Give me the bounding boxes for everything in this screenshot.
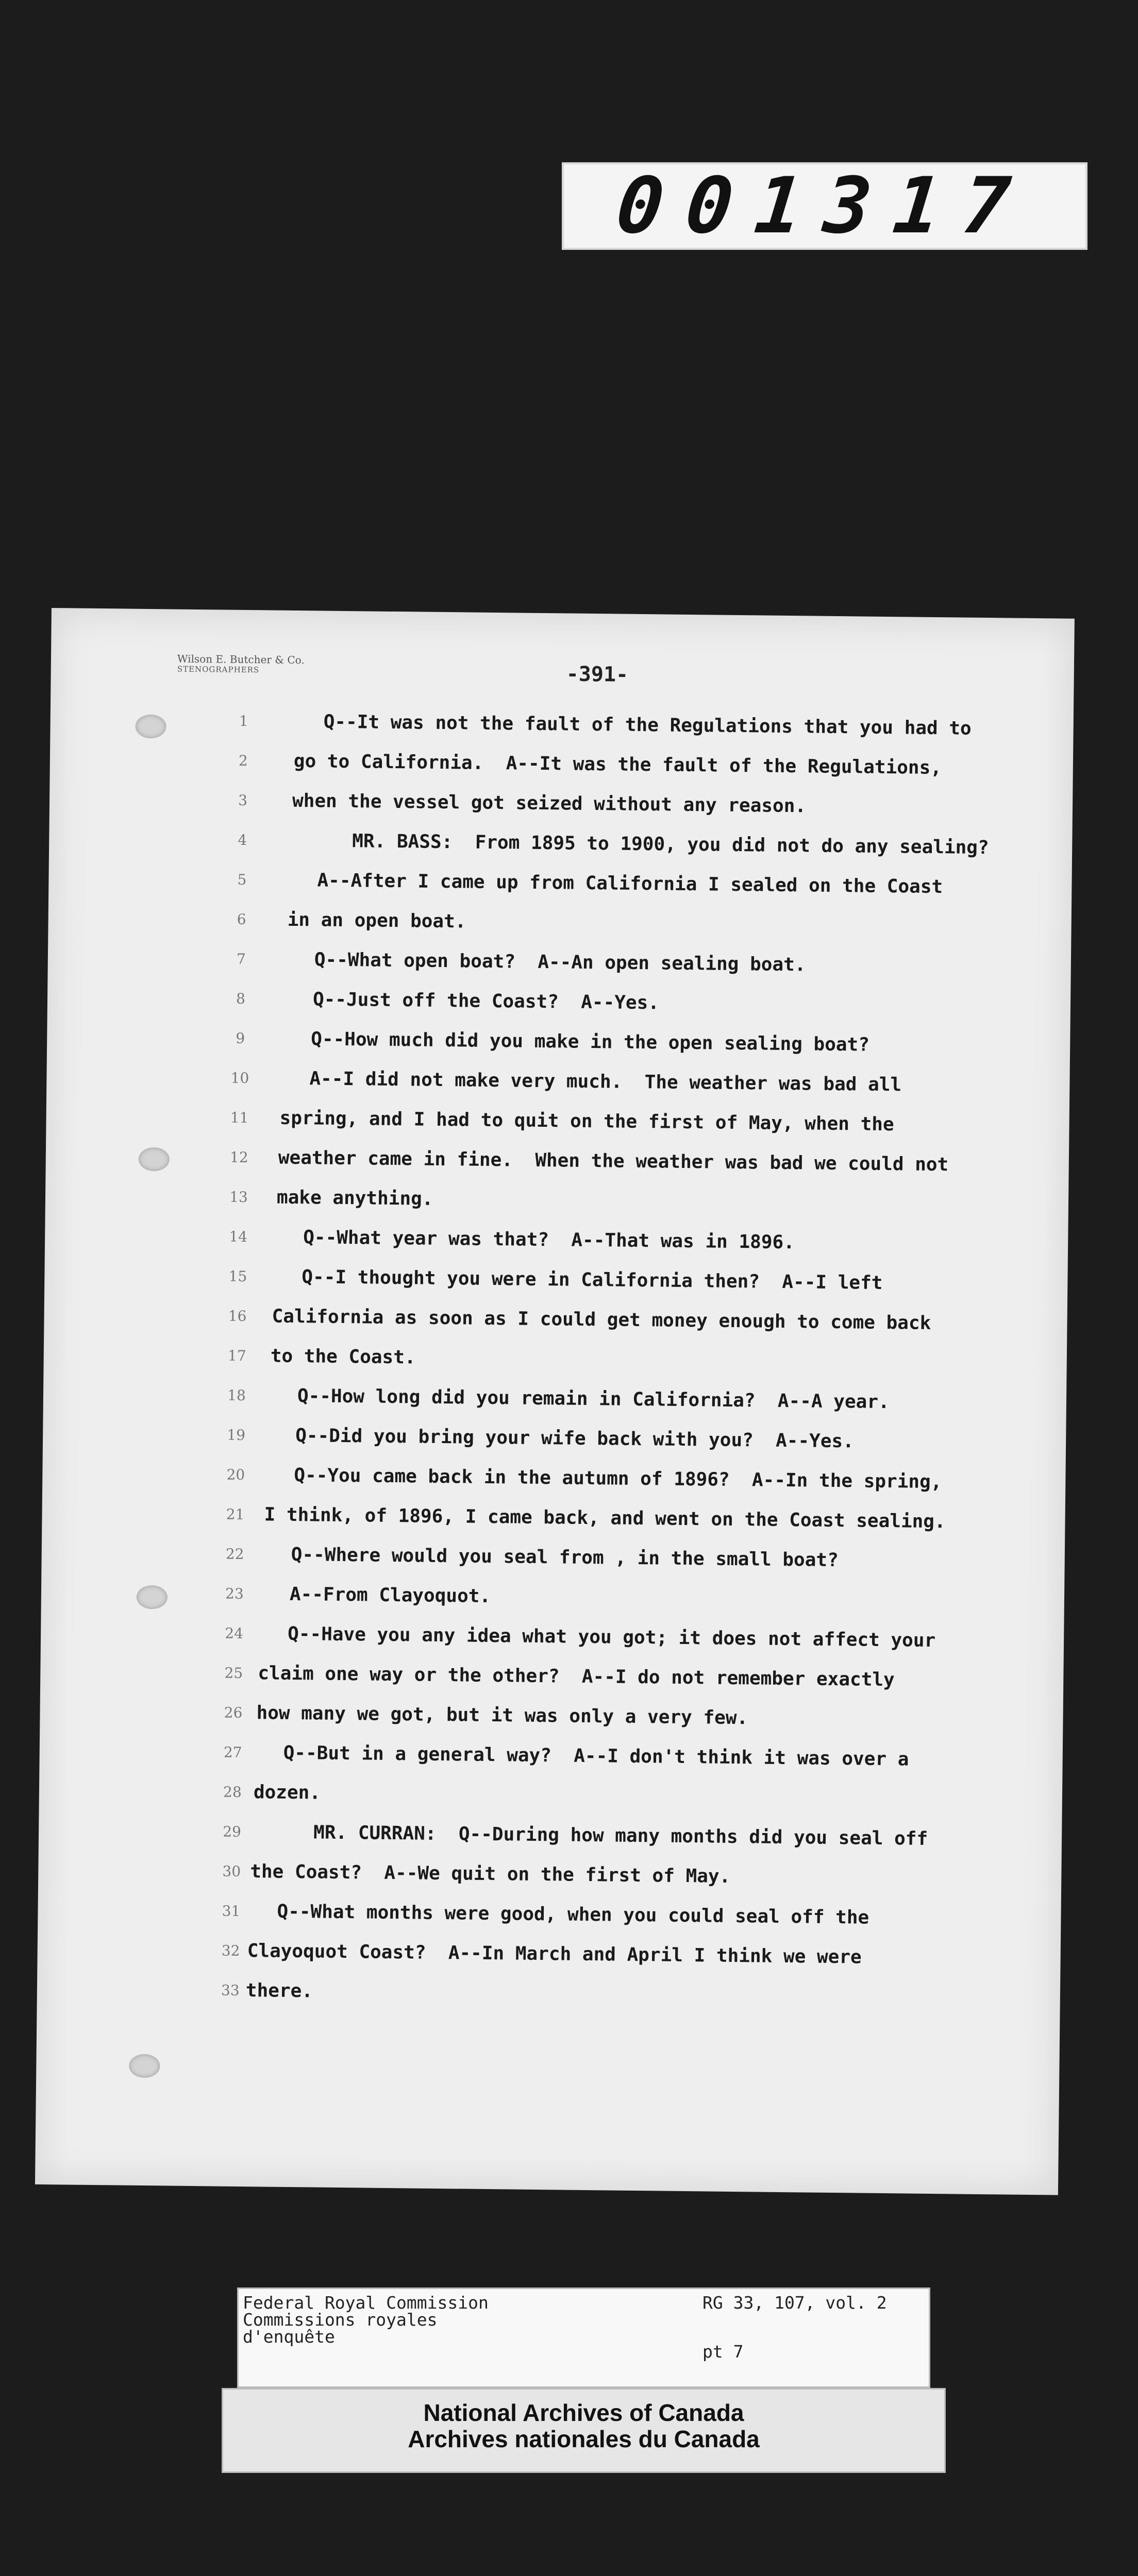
transcript-line [39,1772,1063,1819]
line-number: 2 [238,752,248,769]
line-text: Q--What open boat? A--An open sealing boat. [314,948,806,975]
line-number: 19 [227,1426,246,1444]
reference-number: RG 33, 107, vol. 2 [702,2293,887,2313]
line-number: 17 [227,1347,246,1364]
transcript-line [46,1058,1070,1105]
transcript-lines [35,608,1075,2195]
line-number: 29 [223,1823,242,1840]
transcript-line [39,1732,1063,1779]
transcript-line [47,1018,1070,1065]
transcript-line [42,1494,1065,1541]
line-text: how many we got, but it was only a very few. [256,1702,748,1728]
transcript-line [43,1375,1067,1422]
transcript-line [41,1534,1065,1581]
transcript-line [45,1216,1068,1263]
transcript-line [39,1811,1062,1858]
line-number: 6 [237,910,246,928]
line-number: 18 [227,1386,246,1404]
line-number: 13 [229,1188,248,1206]
line-text: dozen. [253,1781,321,1804]
line-text: Q--Just off the Coast? A--Yes. [312,988,660,1013]
transcript-line [44,1256,1068,1303]
letterhead-name: Wilson E. Butcher & Co. [177,652,305,667]
line-number: 30 [222,1862,241,1880]
line-number: 7 [236,950,246,968]
archive-reference-label [237,2287,930,2388]
line-text: Q--You came back in the autumn of 1896? A--In the spring, [294,1464,942,1493]
transcript-line [48,859,1072,906]
line-number: 23 [225,1585,244,1602]
transcript-line [48,939,1072,986]
transcript-line [40,1653,1064,1700]
line-number: 28 [223,1783,242,1801]
line-number: 10 [230,1069,249,1087]
line-number: 15 [228,1267,247,1285]
transcript-line [38,1851,1062,1898]
line-text: MR. CURRAN: Q--During how many months did you seal off [313,1821,928,1850]
line-number: 26 [224,1704,243,1721]
transcript-line [42,1454,1066,1501]
line-number: 31 [222,1902,241,1920]
transcript-line [50,701,1074,748]
line-text: A--From Clayoquot. [289,1583,491,1607]
line-text: A--I did not make very much. The weather was bad all [309,1067,902,1095]
line-text: MR. BASS: From 1895 to 1900, you did not do any sealing? [352,830,989,858]
archives-banner [222,2388,946,2473]
line-text: weather came in fine. When the weather was bad we could not [278,1147,949,1175]
letterhead-subtitle: STENOGRAPHERS [177,664,260,675]
transcript-line [46,1097,1069,1144]
line-text: Q--It was not the fault of the Regulations that you had to [323,711,972,739]
line-number: 27 [223,1743,242,1761]
line-text: to the Coast. [270,1345,416,1368]
transcript-line [49,820,1073,867]
line-number: 1 [239,712,248,730]
line-text: A--After I came up from California I sealed on the Coast [317,869,943,897]
line-number: 4 [238,831,247,849]
line-number: 12 [229,1148,248,1166]
transcript-line [41,1573,1065,1620]
line-text: Q--Did you bring your wife back with you? A--Yes. [295,1425,855,1452]
collection-name-fr: Commissions royales [243,2310,438,2330]
line-text: Q--What months were good, when you could seal off the [277,1901,869,1928]
line-number: 32 [221,1942,240,1959]
line-text: the Coast? A--We quit on the first of May. [250,1860,731,1887]
line-number: 11 [230,1109,249,1126]
line-text: Q--I thought you were in California then? A--I left [302,1266,883,1294]
line-text: spring, and I had to quit on the first of May, when the [279,1107,894,1135]
line-number: 8 [236,990,246,1007]
transcript-line [40,1692,1063,1739]
line-text: Q--How much did you make in the open sealing boat? [311,1028,870,1056]
transcript-line [48,899,1072,946]
transcript-line [45,1177,1069,1224]
line-text: make anything. [276,1187,433,1210]
line-text: Clayoquot Coast? A--In March and April I think we were [247,1940,862,1968]
transcript-line [43,1415,1066,1462]
line-number: 21 [226,1505,245,1523]
archives-name-en: National Archives of Canada [423,2399,744,2426]
transcript-line [37,1970,1061,2017]
line-text: claim one way or the other? A--I do not remember exactly [258,1662,895,1690]
line-number: 25 [224,1664,243,1682]
line-text: California as soon as I could get money enough to come back [272,1306,931,1334]
transcript-line [49,780,1073,827]
line-number: 33 [221,1981,240,1999]
line-number: 20 [226,1466,245,1483]
line-number: 22 [225,1545,244,1563]
collection-name-en: Federal Royal Commission [243,2293,489,2313]
line-text: go to California. A--It was the fault of the Regulations, [293,750,942,778]
collection-name-fr-2: d'enquête [243,2327,335,2347]
line-number: 9 [236,1029,245,1047]
line-text: Q--But in a general way? A--I don't think it was over a [283,1742,909,1770]
line-text: Q--Where would you seal from , in the small boat? [291,1544,839,1571]
line-number: 16 [228,1307,247,1325]
line-text: Q--Have you any idea what you got; it does not affect your [287,1623,936,1651]
frame-number-text: 001317 [612,161,1037,251]
line-number: 3 [238,791,248,809]
transcript-line [41,1613,1064,1660]
transcript-line [46,1137,1069,1184]
transcript-line [38,1891,1061,1938]
line-number: 5 [237,871,247,888]
line-text: there. [245,1979,313,2002]
transcript-line [44,1296,1067,1343]
page-number: -391- [566,662,629,687]
line-text: Q--How long did you remain in California? A--A year. [297,1385,890,1413]
archives-name-fr: Archives nationales du Canada [408,2425,760,2452]
transcript-line [43,1335,1067,1382]
transcript-line [47,978,1071,1025]
transcript-line [50,740,1074,787]
line-number: 24 [225,1624,244,1642]
line-text: I think, of 1896, I came back, and went on the Coast sealing. [264,1503,946,1532]
line-text: Q--What year was that? A--That was in 1896. [303,1226,795,1253]
part-number: pt 7 [702,2342,744,2362]
frame-number-label [562,162,1087,250]
line-text: when the vessel got seized without any reason. [292,790,807,817]
document-page [35,608,1075,2195]
line-text: in an open boat. [287,909,466,932]
transcript-line [37,1930,1061,1977]
line-number: 14 [229,1228,248,1245]
